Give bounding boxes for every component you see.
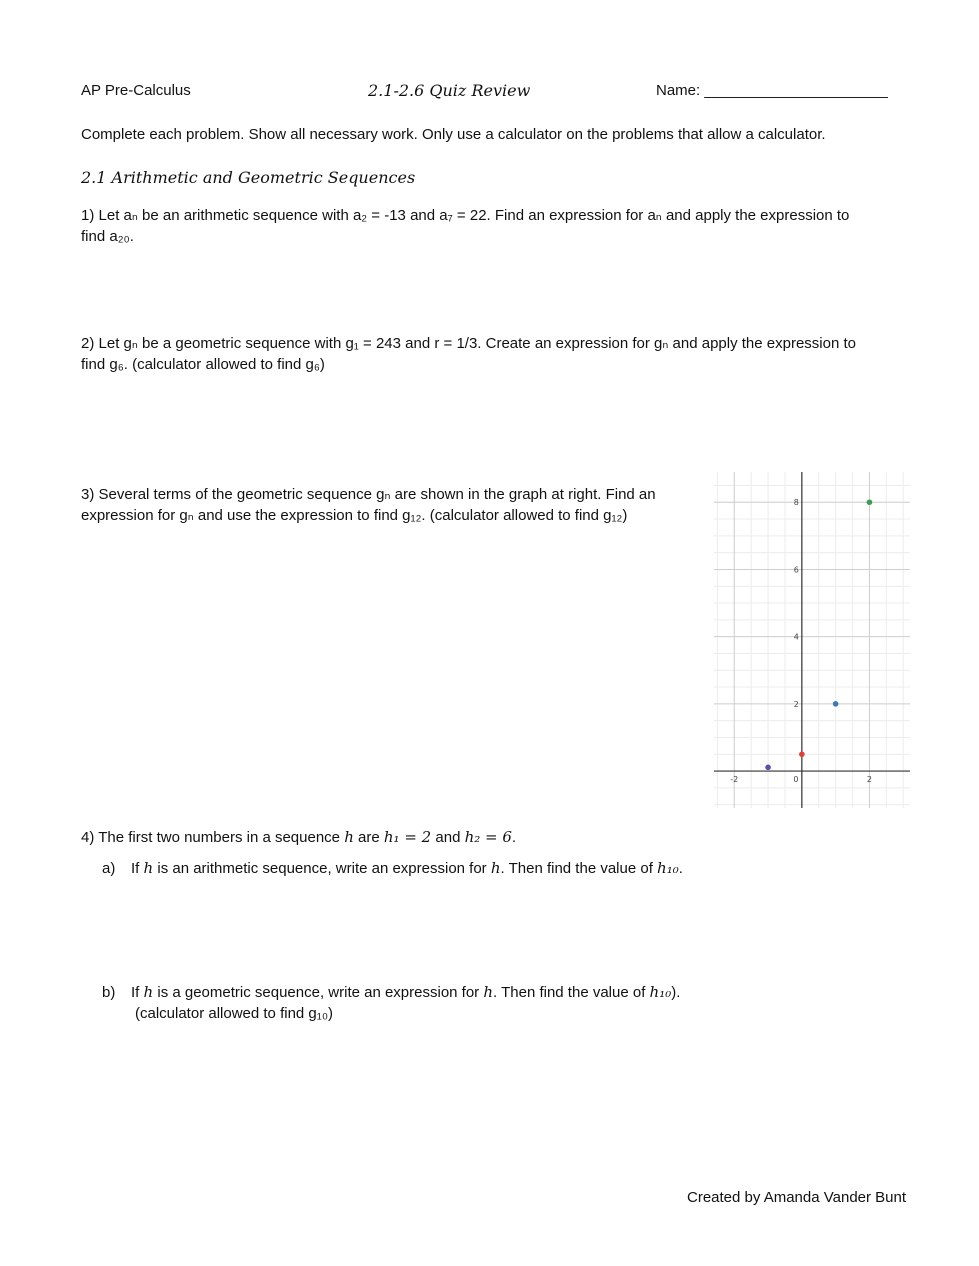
problem-4a-text [131,858,683,879]
problem-4-intro-a: 4) The first two numbers in a sequence [81,829,345,846]
problem-4b-text [131,982,680,1003]
data-point [765,765,771,771]
variable-h: h [483,983,494,1001]
y-tick-label: 8 [793,498,799,508]
problem-4b-text-1: If [131,984,144,1001]
variable-h: h [344,828,354,846]
problem-3-line-1: 3) Several terms of the geometric sequence gₙ are shown in the graph at right. Find an [81,486,656,503]
problem-4b-end: ). [671,984,681,1001]
problem-4b-label: b) [102,984,116,1001]
problem-3-line-2: expression for gₙ and use the expression to find g₁₂. (calculator allowed to find g₁₂) [81,507,628,524]
problem-4a-end: . [678,860,683,877]
page-title: 2.1-2.6 Quiz Review [368,81,531,100]
problem-4-intro-b: are [353,829,384,846]
variable-h: h [143,859,154,877]
sequence-graph [714,472,910,808]
problem-1-line-1: 1) Let aₙ be an arithmetic sequence with a₂ = -13 and a₇ = 22. Find an expression for aₙ and apply the expression to [81,207,850,224]
section-title: 2.1 Arithmetic and Geometric Sequences [81,168,416,187]
h10-term: h₁₀ [649,983,672,1001]
y-tick-label: 6 [793,565,799,575]
x-tick-label: 2 [866,775,872,785]
problem-4-intro [81,827,516,848]
name-field-label: Name: ______________________ [656,82,888,99]
problem-2-line-1: 2) Let gₙ be a geometric sequence with g₁ = 243 and r = 1/3. Create an expression for gₙ and apply the expression to [81,335,856,352]
problem-4-intro-end: . [511,829,517,846]
problem-4a-text-1: If [131,860,144,877]
problem-4a-text-2: is an arithmetic sequence, write an expression for [153,860,491,877]
problem-1-line-2: find a₂₀. [81,228,134,245]
data-point [799,751,805,757]
problem-4a-label: a) [102,860,116,877]
data-point [833,701,839,707]
problem-4b-text-3: . Then find the value of [493,984,650,1001]
problem-2-line-2: find g₆. (calculator allowed to find g₆) [81,356,325,373]
problem-4b-text-2: is a geometric sequence, write an expression for [153,984,484,1001]
x-tick-label: -2 [730,775,739,785]
instructions: Complete each problem. Show all necessary work. Only use a calculator on the problems that allow a calculator. [81,126,826,143]
problem-4b-line-2: (calculator allowed to find g₁₀) [135,1005,334,1022]
h2-equation: h₂ = 6 [464,828,512,846]
course-name: AP Pre-Calculus [81,82,191,99]
variable-h: h [143,983,154,1001]
author-credit: Created by Amanda Vander Bunt [687,1189,907,1206]
y-tick-label: 2 [793,699,799,709]
h10-term: h₁₀ [657,859,679,877]
problem-4a-text-3: . Then find the value of [500,860,658,877]
y-tick-label: 4 [793,632,799,642]
problem-4-and: and [431,829,465,846]
variable-h: h [490,859,501,877]
x-tick-label: 0 [793,775,799,785]
h1-equation: h₁ = 2 [383,828,432,846]
data-point [867,499,873,505]
